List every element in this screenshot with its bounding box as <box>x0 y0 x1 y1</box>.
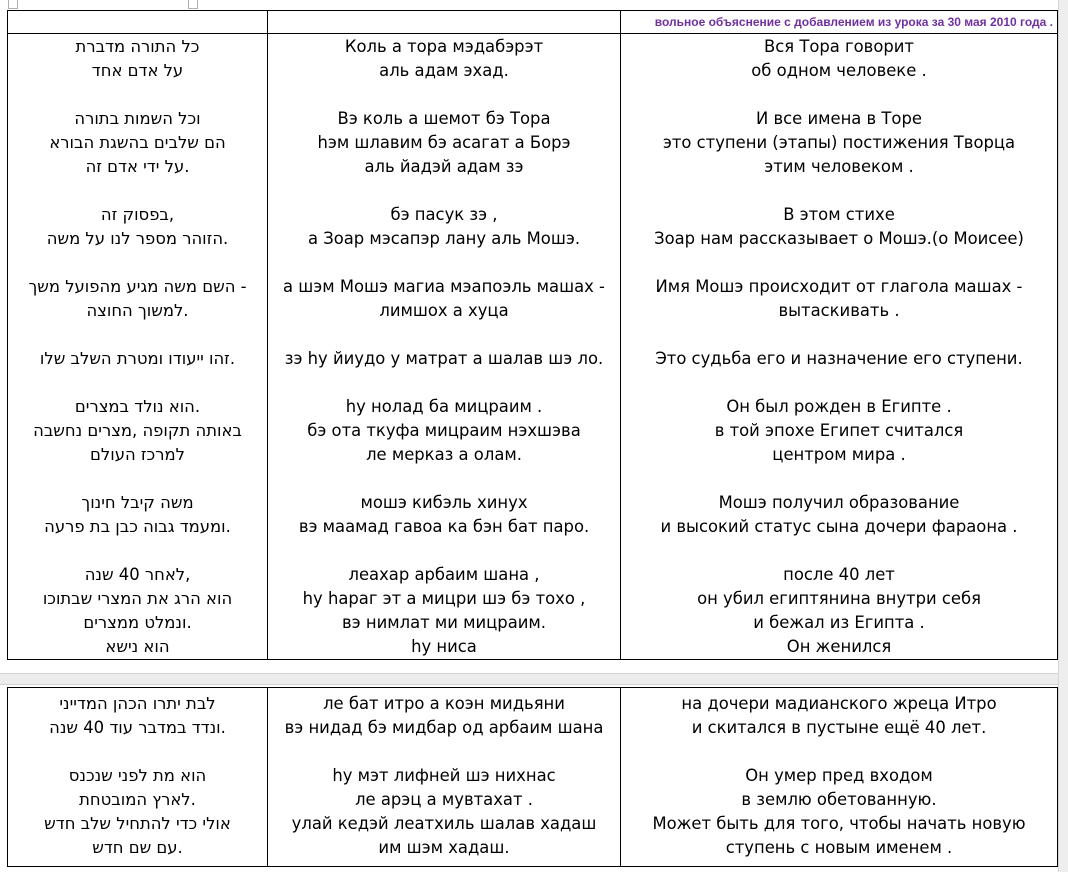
text-line: после 40 лет <box>783 565 895 584</box>
header-note[interactable]: вольное объяснение с добавлением из урока за 30 мая 2010 года . <box>621 11 1058 34</box>
text-line: .לארץ המובטחת <box>79 790 196 809</box>
russian-cell[interactable] <box>621 688 1058 867</box>
text-line: hу hараг эт а мицри шэ бэ тохо , <box>302 589 586 608</box>
blank-line <box>621 371 1057 395</box>
blank-line <box>8 467 267 491</box>
text-line: hу мэт лифней шэ нихнас <box>332 766 556 785</box>
table-row <box>8 688 1058 867</box>
text-line: и бежал из Египта . <box>753 613 925 632</box>
text-line: hэм шлавим бэ асагат а Борэ <box>317 133 571 152</box>
text-line: על אדם אחד <box>91 61 184 80</box>
text-line: - השם משה מגיע מהפועל משך <box>28 277 247 296</box>
text-line: этим человеком . <box>764 157 914 176</box>
text-line: ,לאחר 40 שנה <box>84 565 191 584</box>
blank-line <box>8 371 267 395</box>
blank-line <box>8 539 267 563</box>
text-line: ле арэц а мувтахат . <box>355 790 533 809</box>
text-line: Он был рожден в Египте . <box>726 397 952 416</box>
text-line: аль йадэй адам зэ <box>364 157 524 176</box>
blank-line <box>268 323 620 347</box>
text-line: и высокий статус сына дочери фараона . <box>660 517 1018 536</box>
text-line: Имя Мошэ происходит от глагола машах - <box>655 277 1023 296</box>
text-line: הוא מת לפני שנכנס <box>68 766 207 785</box>
blank-line <box>268 467 620 491</box>
blank-line <box>621 179 1057 203</box>
text-line: .ומעמד גבוה כבן בת פרעה <box>44 517 231 536</box>
blank-line <box>8 323 267 347</box>
text-line: лимшох а хуца <box>379 301 509 320</box>
text-line: а Зоар мэсапэр лану аль Мошэ. <box>307 229 581 248</box>
transliteration-cell[interactable] <box>268 688 621 867</box>
text-line: им шэм хадаш. <box>378 838 510 857</box>
text-line: Он женился <box>786 637 892 656</box>
blank-line <box>8 740 267 764</box>
transliteration-cell[interactable] <box>268 34 621 660</box>
text-line: и скитался в пустыне ещё 40 лет. <box>691 718 987 737</box>
header-cell-transliteration[interactable] <box>268 11 621 34</box>
blank-line <box>8 179 267 203</box>
text-line: כל התורה מדברת <box>75 37 200 56</box>
text-line: ле бат итро а коэн мидьяни <box>323 694 565 713</box>
cell-marker <box>8 0 18 9</box>
blank-line <box>621 251 1057 275</box>
text-line: למרכז העולם <box>90 445 185 464</box>
text-line: зэ hу йиудо у матрат а шалав шэ ло. <box>284 349 604 368</box>
text-line: Зоар нам рассказывает о Мошэ.(о Моисее) <box>654 229 1024 248</box>
text-line: а шэм Мошэ магиа мэапоэль машах - <box>283 277 605 296</box>
text-line: hу ниса <box>411 637 477 656</box>
blank-line <box>8 251 267 275</box>
text-line: Вся Тора говорит <box>764 37 914 56</box>
text-line: לבת יתרו הכהן המדייני <box>59 694 216 713</box>
blank-line <box>268 179 620 203</box>
blank-line <box>268 251 620 275</box>
text-line: ,בפסוק זה <box>100 205 175 224</box>
blank-line <box>621 740 1057 764</box>
text-line: באותה תקופה ,מצרים נחשבה <box>33 421 242 440</box>
text-line: вэ маамад гавоа ка бэн бат паро. <box>298 517 590 536</box>
text-line: Коль а тора мэдабэрэт <box>344 37 544 56</box>
text-line: .על ידי אדם זה <box>85 157 190 176</box>
text-line: И все имена в Торе <box>756 109 922 128</box>
text-line: вэ нимлат ми мицраим. <box>342 613 546 632</box>
header-row <box>8 11 1058 34</box>
blank-line <box>8 83 267 107</box>
table-row <box>8 34 1058 660</box>
text-line: в землю обетованную. <box>741 790 937 809</box>
text-line: .ונמלט ממצרים <box>83 613 192 632</box>
text-line: это ступени (этапы) постижения Творца <box>662 133 1016 152</box>
page-break <box>0 673 1058 685</box>
text-line: .עם שם חדש <box>92 838 183 857</box>
text-line: ле мерказ а олам. <box>366 445 522 464</box>
text-line: В этом стихе <box>783 205 895 224</box>
text-line: бэ пасук зэ , <box>390 205 498 224</box>
text-line: бэ ота ткуфа мицраим нэхшэва <box>307 421 581 440</box>
text-line: Это судьба его и назначение его ступени. <box>655 349 1023 368</box>
text-line: мошэ кибэль хинух <box>360 493 528 512</box>
blank-line <box>268 740 620 764</box>
text-line: на дочери мадианского жреца Итро <box>681 694 997 713</box>
text-line: Может быть для того, чтобы начать новую <box>652 814 1026 833</box>
text-line: улай кедэй леатхиль шалав хадаш <box>291 814 597 833</box>
russian-cell[interactable] <box>621 34 1058 660</box>
text-line: משה קיבל חינוך <box>81 493 194 512</box>
text-line: вэ нидад бэ мидбар од арбаим шана <box>284 718 604 737</box>
header-cell-hebrew[interactable] <box>8 11 268 34</box>
text-line: аль адам эхад. <box>379 61 509 80</box>
text-line: וכל השמות בתורה <box>74 109 201 128</box>
text-line: он убил египтянина внутри себя <box>697 589 981 608</box>
text-line: Мошэ получил образование <box>718 493 960 512</box>
text-line: .זהו ייעודו ומטרת השלב שלו <box>39 349 236 368</box>
text-line: Вэ коль а шемот бэ Тора <box>337 109 551 128</box>
text-line: הם שלבים בהשגת הבורא <box>49 133 226 152</box>
blank-line <box>621 323 1057 347</box>
blank-line <box>268 83 620 107</box>
text-line: центром мира . <box>772 445 906 464</box>
blank-line <box>268 539 620 563</box>
text-line: אולי כדי להתחיל שלב חדש <box>44 814 231 833</box>
text-line: .למשוך החוצה <box>86 301 189 320</box>
text-line: hу нолад ба мицраим . <box>345 397 543 416</box>
text-line: .הזוהר מספר לנו על משה <box>46 229 229 248</box>
vertical-scrollbar[interactable] <box>1058 0 1068 872</box>
blank-line <box>621 539 1057 563</box>
text-line: .הוא נולד במצרים <box>74 397 201 416</box>
blank-line <box>621 467 1057 491</box>
text-line: .ונדד במדבר עוד 40 שנה <box>49 718 226 737</box>
blank-line <box>268 371 620 395</box>
translation-table-page-1 <box>7 10 1058 660</box>
text-line: הוא הרג את המצרי שבתוכו <box>42 589 233 608</box>
text-line: ступень с новым именем . <box>725 838 953 857</box>
blank-line <box>621 83 1057 107</box>
text-line: леахар арбаим шана , <box>348 565 540 584</box>
text-line: вытаскивать . <box>778 301 900 320</box>
text-line: Он умер пред входом <box>745 766 933 785</box>
cell-marker <box>188 0 198 9</box>
hebrew-cell[interactable] <box>8 34 268 660</box>
text-line: в той эпохе Египет считался <box>714 421 964 440</box>
hebrew-cell[interactable] <box>8 688 268 867</box>
translation-table-page-2 <box>7 687 1058 867</box>
text-line: об одном человеке . <box>751 61 927 80</box>
text-line: הוא נישא <box>105 637 170 656</box>
